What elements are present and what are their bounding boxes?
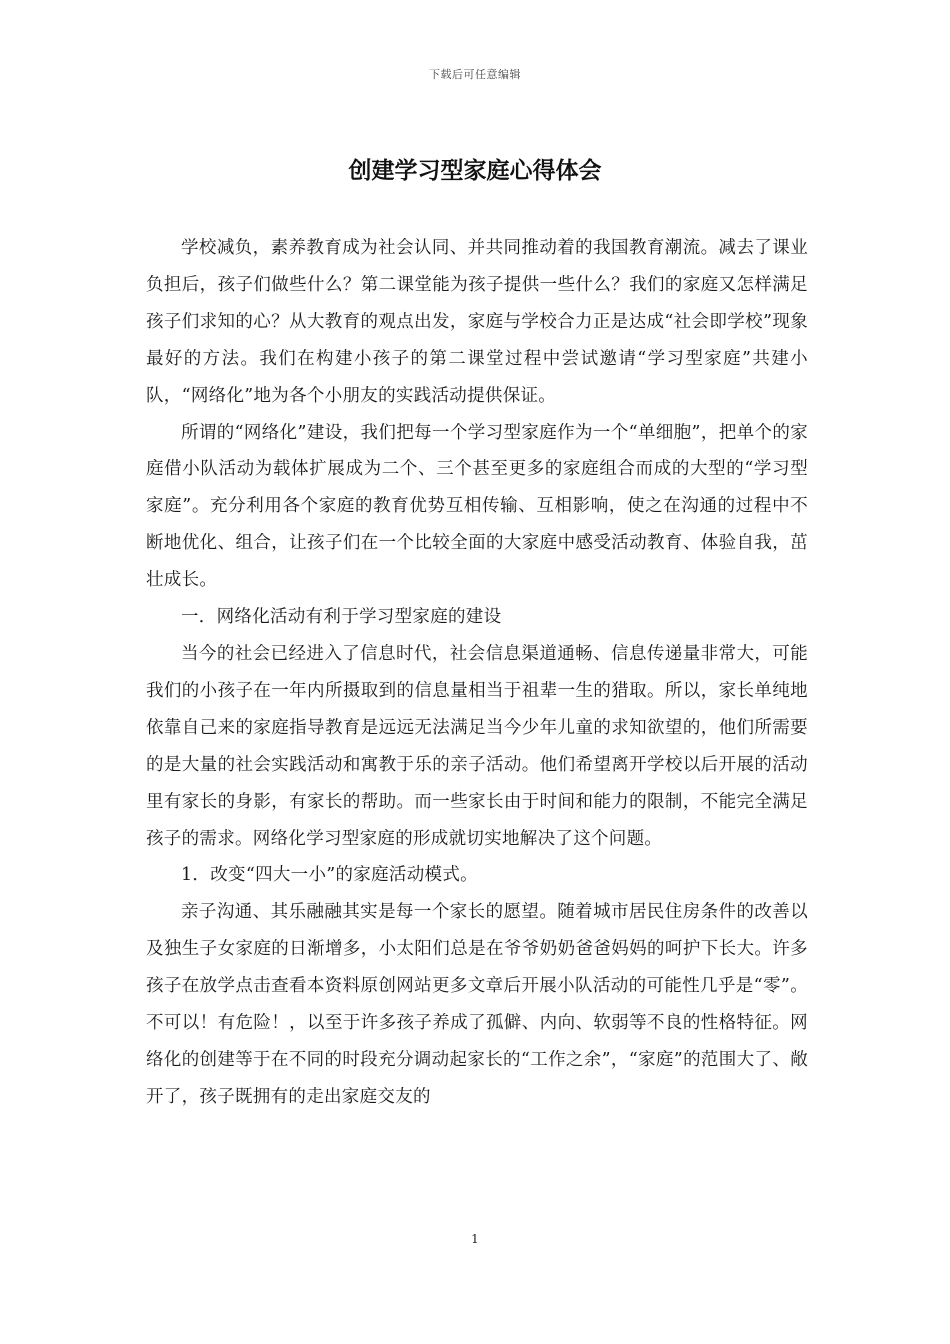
document-title: 创建学习型家庭心得体会 bbox=[348, 157, 602, 184]
paragraph-1: 学校减负，素养教育成为社会认同、并共同推动着的我国教育潮流。减去了课业负担后，孩子们做些什么？第二课堂能为孩子提供一些什么？我们的家庭又怎样满足孩子们求知的心？从大教育的观点出发，家庭与学校合力正是达成“社会即学校”现象最好的方法。我们在构建小孩子的第二课堂过程中尝试邀请“学习型家庭”共建小队，“网络化”地为各个小朋友的实践活动提供保证。 bbox=[146, 238, 808, 406]
paragraph-3: 当今的社会已经进入了信息时代，社会信息渠道通畅、信息传递量非常大，可能我们的小孩子在一年内所摄取到的信息量相当于祖辈一生的猎取。所以，家长单纯地依靠自己来的家庭指导教育是远远无法满足当今少年儿童的求知欲望的，他们所需要的是大量的社会实践活动和寓教于乐的亲子活动。他们希望离开学校以后开展的活动里有家长的身影，有家长的帮助。而一些家长由于时间和能力的限制，不能完全满足孩子的需求。网络化学习型家庭的形成就切实地解决了这个问题。 bbox=[146, 643, 808, 849]
section-heading-1: 一．网络化活动有利于学习型家庭的建设 bbox=[181, 607, 502, 628]
subsection-heading-1: 1．改变“四大一小”的家庭活动模式。 bbox=[181, 865, 478, 886]
paragraph-2: 所谓的“网络化”建设，我们把每一个学习型家庭作为一个“单细胞”，把单个的家庭借小队活动为载体扩展成为二个、三个甚至更多的家庭组合而成的大型的“学习型家庭”。充分利用各个家庭的教育优势互相传输、互相影响，使之在沟通的过程中不断地优化、组合，让孩子们在一个比较全面的大家庭中感受活动教育、体验自我，茁壮成长。 bbox=[146, 422, 808, 591]
header-note: 下载后可任意编辑 bbox=[429, 68, 521, 81]
paragraph-4: 亲子沟通、其乐融融其实是每一个家长的愿望。随着城市居民住房条件的改善以及独生子女家庭的日渐增多，小太阳们总是在爷爷奶奶爸爸妈妈的呵护下长大。许多孩子在放学点击查看本资料原创网站更多文章后开展小队活动的可能性几乎是“零”。不可以！有危险！，以至于许多孩子养成了孤僻、内向、软弱等不良的性格特征。网络化的创建等于在不同的时段充分调动起家长的“工作之余”，“家庭”的范围大了、敞开了，孩子既拥有的走出家庭交友的 bbox=[146, 902, 808, 1107]
page-number: 1 bbox=[471, 1232, 479, 1246]
document-body bbox=[146, 230, 808, 1116]
